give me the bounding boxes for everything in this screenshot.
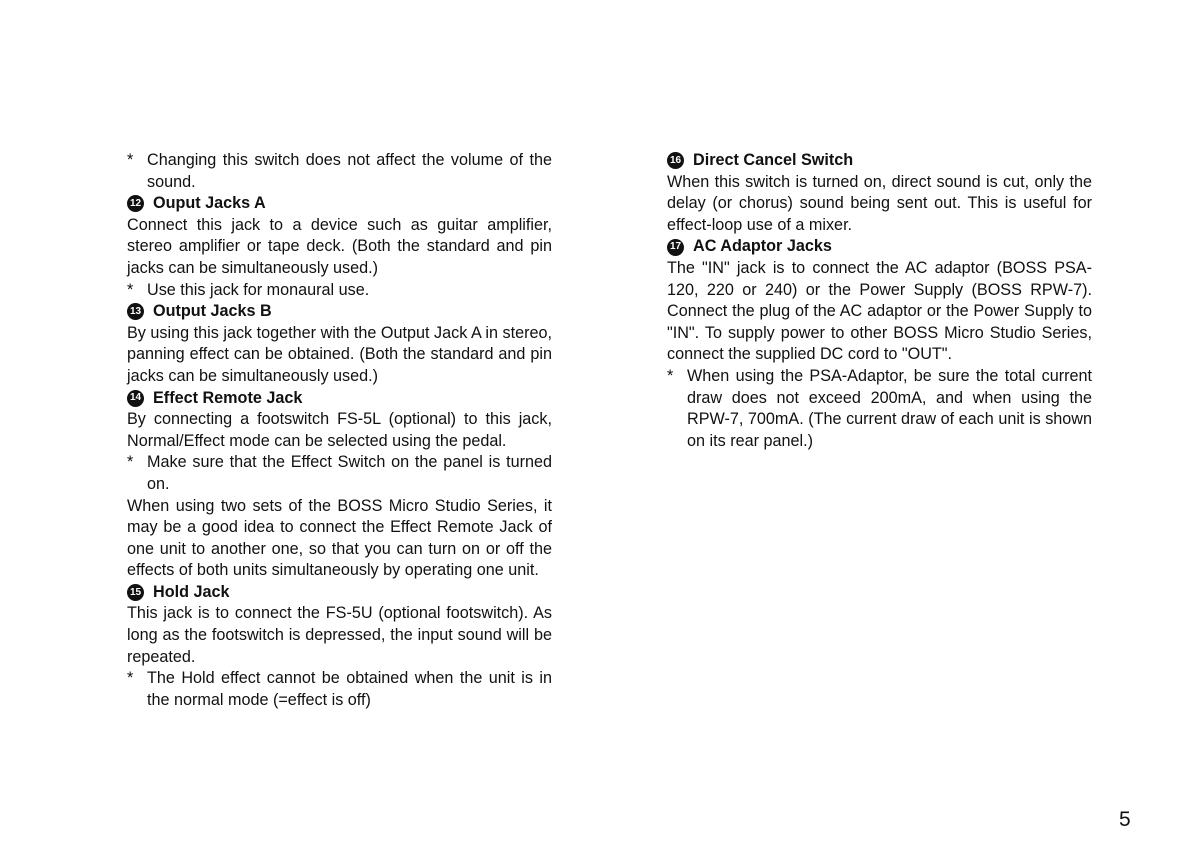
heading-text: Ouput Jacks A	[153, 194, 266, 213]
paragraph-two-sets: When using two sets of the BOSS Micro Studio Series, it may be a good idea to connect the Effect Remote Jack of one unit to another one, so that you can turn on or off the effects of both units simultaneously by operating one unit.	[127, 496, 552, 580]
heading-output-jacks-a	[127, 193, 552, 215]
note-marker: *	[127, 280, 134, 299]
section-number-badge: 16	[667, 152, 684, 169]
heading-direct-cancel-switch	[667, 150, 1092, 172]
note-text: The Hold effect cannot be obtained when the unit is in the normal mode (=effect is off)	[147, 669, 552, 709]
note-hold-effect	[127, 668, 552, 711]
heading-effect-remote-jack	[127, 388, 552, 410]
heading-text: AC Adaptor Jacks	[693, 237, 832, 256]
paragraph-ac-adaptor-jacks: The "IN" jack is to connect the AC adaptor (BOSS PSA-120, 220 or 240) or the Power Supply (BOSS RPW-7). Connect the plug of the AC adaptor or the Power Supply to "IN". To supply power to other BOSS Micro Studio Series, connect the supplied DC cord to "OUT".	[667, 258, 1092, 364]
section-number-badge: 14	[127, 390, 144, 407]
heading-text: Hold Jack	[153, 582, 230, 601]
left-column	[127, 150, 552, 711]
section-number-badge: 17	[667, 239, 684, 256]
heading-text: Output Jacks B	[153, 302, 272, 321]
note-text: When using the PSA-Adaptor, be sure the total current draw does not exceed 200mA, and when using the RPW-7, 700mA. (The current draw of each unit is shown on its rear panel.)	[687, 366, 1092, 450]
paragraph-output-jacks-b: By using this jack together with the Output Jack A in stereo, panning effect can be obtained. (Both the standard and pin jacks can be simultaneously used.)	[127, 323, 552, 385]
section-number-badge: 12	[127, 195, 144, 212]
heading-hold-jack	[127, 582, 552, 604]
heading-output-jacks-b	[127, 301, 552, 323]
heading-text: Effect Remote Jack	[153, 388, 303, 407]
note-current-draw	[667, 366, 1092, 452]
section-number-badge: 13	[127, 303, 144, 320]
page-number: 5	[1119, 808, 1131, 831]
paragraph-output-jacks-a: Connect this jack to a device such as guitar amplifier, stereo amplifier or tape deck. (Both the standard and pin jacks can be simultaneously used.)	[127, 215, 552, 277]
note-marker: *	[667, 366, 674, 385]
note-effect-switch	[127, 452, 552, 495]
note-text: Use this jack for monaural use.	[147, 280, 370, 299]
note-marker: *	[127, 669, 134, 688]
note-volume	[127, 150, 552, 193]
note-marker: *	[127, 453, 134, 472]
note-monaural	[127, 280, 552, 302]
paragraph-effect-remote-jack: By connecting a footswitch FS-5L (optional) to this jack, Normal/Effect mode can be selected using the pedal.	[127, 410, 552, 450]
note-marker: *	[127, 151, 134, 169]
paragraph-direct-cancel-switch: When this switch is turned on, direct sound is cut, only the delay (or chorus) sound being sent out. This is useful for effect-loop use of a mixer.	[667, 172, 1092, 234]
note-text: Make sure that the Effect Switch on the panel is turned on.	[147, 453, 552, 493]
right-column	[667, 150, 1092, 452]
heading-text: Direct Cancel Switch	[693, 151, 854, 169]
note-text: Changing this switch does not affect the volume of the sound.	[147, 151, 552, 191]
heading-ac-adaptor-jacks	[667, 236, 1092, 258]
section-number-badge: 15	[127, 584, 144, 601]
paragraph-hold-jack: This jack is to connect the FS-5U (optional footswitch). As long as the footswitch is depressed, the input sound will be repeated.	[127, 604, 552, 666]
